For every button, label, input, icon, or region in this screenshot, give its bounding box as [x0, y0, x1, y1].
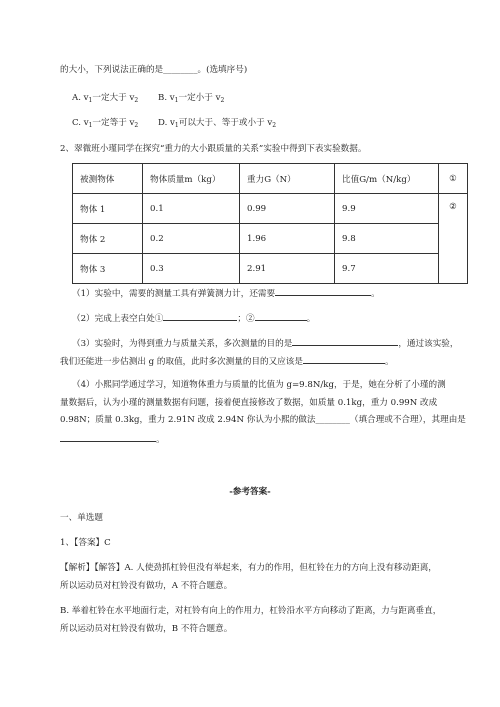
option-a-text: 一定大于 v [92, 93, 135, 103]
answer-blank[interactable] [60, 432, 156, 442]
option-c [72, 117, 138, 132]
option-a [72, 92, 138, 107]
question-2: 2、翠微班小瑾同学在探究“重力的大小跟质量的关系”实验中得到下表实验数据。 [60, 144, 367, 154]
analysis-b-line-2: 所以运动员对杠铃没有做功，B 不符合题意。 [60, 624, 233, 634]
option-c-prefix: C. v [72, 118, 89, 128]
subscript-2: 2 [134, 122, 139, 129]
table-header-cell: 被测物体 [73, 164, 143, 194]
option-b [158, 92, 224, 107]
table-cell: 物体 1 [73, 194, 143, 224]
analysis-a-line-2: 所以运动员对杠铃没有做功，A 不符合题意。 [60, 581, 233, 591]
option-d-prefix: D. v [158, 118, 175, 128]
option-d-text: 可以大于、等于或小于 v [178, 118, 273, 128]
analysis-b-line-1: B. 举着杠铃在水平地面行走，对杠铃有向上的作用力，杠铃沿水平方向移动了距离，力与距离垂直， [60, 606, 442, 616]
table-cell: 物体 2 [73, 224, 143, 254]
answer-heading: 一、单选题 [60, 513, 103, 523]
answer-q1: 1、【答案】C [60, 538, 111, 548]
table-cell: 0.3 [143, 254, 240, 284]
sub-question-4-line-2: 量数据后，认为小瑾的测量数据有问题，接着便直接修改了数据，如质量 0.1kg，重力 0.99N 改成 [60, 398, 438, 408]
table-mark-2: ② [439, 194, 468, 284]
sub-question-2-mid: ；② [237, 314, 255, 324]
answer-blank[interactable] [292, 336, 398, 346]
subscript-1: 1 [88, 97, 93, 104]
option-b-prefix: B. v [158, 93, 175, 103]
table-cell: 0.1 [143, 194, 240, 224]
table-header-mark-1: ① [439, 164, 468, 194]
data-table [72, 163, 468, 284]
answer-blank[interactable] [255, 311, 307, 321]
sub-question-2 [72, 311, 315, 325]
answer-blank[interactable] [303, 354, 385, 364]
analysis-a-line-1: 【解析】【解答】A. 人使劲抓杠铃但没有举起来，有力的作用，但杠铃在力的方向上没有移动距离， [60, 563, 437, 573]
answer-section-title: -参考答案- [229, 487, 271, 497]
sub-question-4-line-1: （4）小熙同学通过学习，知道物体重力与质量的比值为 g=9.8N/kg，于是，她在分析了小瑾的测 [72, 380, 446, 390]
table-cell: 9.7 [335, 254, 439, 284]
table-header-row [73, 164, 468, 194]
table-row [73, 194, 468, 224]
intro-line: 的大小，下列说法正确的是________。(选填序号) [60, 65, 248, 75]
table-header-cell: 物体质量m（kg） [143, 164, 240, 194]
answer-blank[interactable] [275, 286, 371, 296]
option-a-prefix: A. v [72, 93, 89, 103]
table-cell: 0.99 [240, 194, 335, 224]
table-row [73, 224, 468, 254]
sub-question-3-text: （3）实验时，为得到重力与质量关系，多次测量的目的是 [72, 339, 293, 349]
sub-question-3-line-2 [60, 354, 394, 368]
sub-question-2-text: （2）完成上表空白处① [72, 314, 164, 324]
sub-question-1-text: （1）实验中，需要的测量工具有弹簧测力计，还需要 [72, 289, 276, 299]
table-cell: 9.9 [335, 194, 439, 224]
table-row [73, 254, 468, 284]
sub-question-4-line-3: 0.98N；质量 0.3kg，重力 2.91N 改成 2.94N 你认为小熙的做法________（填合理或不合理），其理由是 [60, 415, 466, 425]
table-cell: 9.8 [335, 224, 439, 254]
option-b-text: 一定小于 v [178, 93, 221, 103]
period: 。 [306, 314, 316, 324]
sub-question-4-line-4 [60, 432, 165, 446]
subscript-2: 2 [272, 122, 277, 129]
sub-question-3-line-1 [72, 336, 458, 350]
table-cell: 1.96 [240, 224, 335, 254]
period: 。 [385, 357, 394, 367]
table-header-cell: 重力G（N） [240, 164, 335, 194]
option-c-text: 一定等于 v [92, 118, 135, 128]
table-cell: 2.91 [240, 254, 335, 284]
subscript-2: 2 [134, 97, 139, 104]
table-header-cell: 比值G/m（N/kg） [335, 164, 439, 194]
period: 。 [371, 289, 380, 299]
period: 。 [156, 435, 165, 445]
subscript-1: 1 [174, 97, 179, 104]
subscript-1: 1 [174, 122, 179, 129]
subscript-1: 1 [88, 122, 93, 129]
subscript-2: 2 [220, 97, 225, 104]
answer-blank[interactable] [163, 311, 237, 321]
sub-question-1 [72, 286, 380, 300]
sub-question-3-end: ，通过该实验， [398, 339, 459, 349]
option-d [158, 117, 276, 132]
table-cell: 0.2 [143, 224, 240, 254]
sub-question-3-line-2-text: 我们还能进一步估测出 g 的取值，此时多次测量的目的又应该是 [60, 357, 303, 367]
table-cell: 物体 3 [73, 254, 143, 284]
